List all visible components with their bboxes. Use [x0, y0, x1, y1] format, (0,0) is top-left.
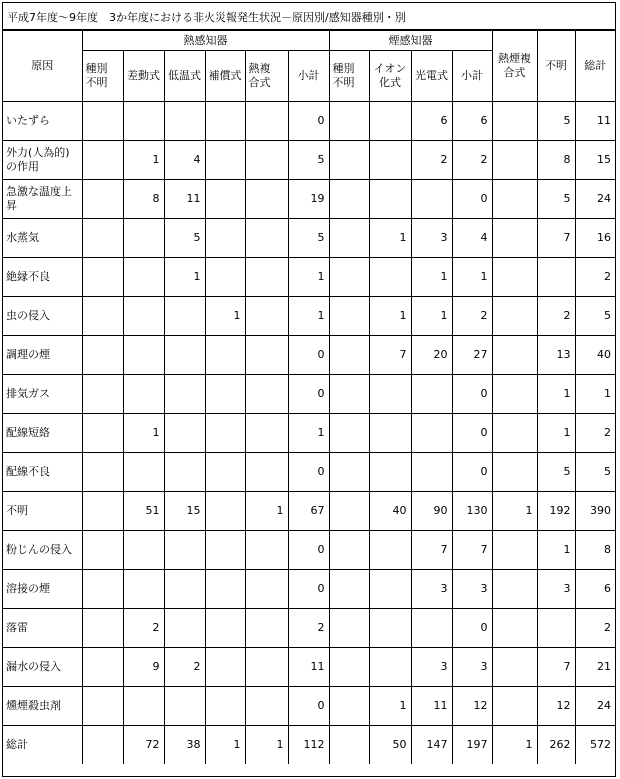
value-cell: [205, 102, 245, 141]
value-cell: [245, 102, 288, 141]
cause-cell: いたずら: [3, 102, 82, 141]
value-cell: [82, 336, 123, 375]
value-cell: 21: [575, 648, 615, 687]
value-cell: 4: [452, 219, 492, 258]
value-cell: [245, 687, 288, 726]
value-cell: 7: [537, 219, 575, 258]
value-cell: 2: [575, 414, 615, 453]
value-cell: [329, 336, 369, 375]
value-cell: [492, 102, 537, 141]
value-cell: 0: [288, 102, 329, 141]
value-cell: 11: [288, 648, 329, 687]
value-cell: [245, 336, 288, 375]
value-cell: 9: [123, 648, 164, 687]
value-cell: [537, 609, 575, 648]
cause-cell: 溶接の煙: [3, 570, 82, 609]
value-cell: 16: [575, 219, 615, 258]
value-cell: 6: [575, 570, 615, 609]
value-cell: 1: [245, 726, 288, 765]
value-cell: [329, 531, 369, 570]
table-row: [3, 687, 615, 726]
value-cell: [205, 375, 245, 414]
cause-cell: 水蒸気: [3, 219, 82, 258]
value-cell: [245, 609, 288, 648]
value-cell: 192: [537, 492, 575, 531]
table-row: [3, 531, 615, 570]
value-cell: [329, 414, 369, 453]
value-cell: [329, 453, 369, 492]
value-cell: 1: [205, 297, 245, 336]
cause-cell: 配線不良: [3, 453, 82, 492]
value-cell: [82, 726, 123, 765]
value-cell: 2: [452, 297, 492, 336]
value-cell: 1: [123, 141, 164, 180]
value-cell: [123, 258, 164, 297]
value-cell: 572: [575, 726, 615, 765]
value-cell: 0: [288, 687, 329, 726]
header-heat-smoke-combo: 熱煙複 合式: [492, 31, 537, 102]
value-cell: [245, 297, 288, 336]
report-title: 平成7年度～9年度 3か年度における非火災報発生状況－原因別/感知器種別・別: [3, 3, 615, 30]
value-cell: [245, 648, 288, 687]
value-cell: [329, 219, 369, 258]
table-row: [3, 375, 615, 414]
value-cell: 0: [288, 375, 329, 414]
value-cell: 19: [288, 180, 329, 219]
header-total: 総計: [575, 31, 615, 102]
value-cell: [369, 453, 411, 492]
value-cell: 0: [288, 570, 329, 609]
value-cell: [123, 219, 164, 258]
value-cell: 1: [245, 492, 288, 531]
value-cell: [492, 531, 537, 570]
value-cell: 2: [452, 141, 492, 180]
value-cell: [82, 531, 123, 570]
value-cell: [492, 219, 537, 258]
value-cell: 1: [575, 375, 615, 414]
value-cell: [205, 492, 245, 531]
value-cell: 3: [411, 648, 452, 687]
value-cell: [329, 492, 369, 531]
value-cell: 6: [411, 102, 452, 141]
value-cell: [369, 141, 411, 180]
value-cell: [329, 141, 369, 180]
value-cell: 7: [411, 531, 452, 570]
value-cell: [329, 687, 369, 726]
value-cell: [411, 453, 452, 492]
header-smoke-ionization: イオン 化式: [369, 51, 411, 102]
value-cell: 1: [452, 258, 492, 297]
value-cell: [329, 609, 369, 648]
value-cell: 6: [452, 102, 492, 141]
value-cell: [369, 570, 411, 609]
value-cell: 1: [369, 219, 411, 258]
value-cell: [329, 375, 369, 414]
value-cell: [245, 531, 288, 570]
report-table-container: [2, 2, 616, 777]
table-row: [3, 453, 615, 492]
value-cell: [82, 648, 123, 687]
value-cell: 20: [411, 336, 452, 375]
value-cell: 2: [288, 609, 329, 648]
value-cell: [369, 102, 411, 141]
value-cell: [245, 375, 288, 414]
value-cell: [492, 141, 537, 180]
cause-cell: 粉じんの侵入: [3, 531, 82, 570]
value-cell: [123, 453, 164, 492]
value-cell: 1: [492, 726, 537, 765]
value-cell: [492, 453, 537, 492]
value-cell: [205, 141, 245, 180]
value-cell: 262: [537, 726, 575, 765]
header-smoke-unknown-type: 種別 不明: [329, 51, 369, 102]
value-cell: [245, 258, 288, 297]
value-cell: [82, 570, 123, 609]
value-cell: [205, 219, 245, 258]
value-cell: 40: [369, 492, 411, 531]
value-cell: [245, 570, 288, 609]
value-cell: [205, 258, 245, 297]
value-cell: [492, 180, 537, 219]
value-cell: [205, 336, 245, 375]
value-cell: [205, 531, 245, 570]
value-cell: [164, 375, 205, 414]
value-cell: [123, 336, 164, 375]
table-row: [3, 219, 615, 258]
cause-cell: 排気ガス: [3, 375, 82, 414]
value-cell: 3: [537, 570, 575, 609]
value-cell: [492, 687, 537, 726]
header-heat-differential: 差動式: [123, 51, 164, 102]
value-cell: 0: [288, 336, 329, 375]
value-cell: 51: [123, 492, 164, 531]
value-cell: [411, 414, 452, 453]
value-cell: 5: [575, 453, 615, 492]
value-cell: [492, 297, 537, 336]
header-heat-subtotal: 小計: [288, 51, 329, 102]
value-cell: 11: [164, 180, 205, 219]
table-row: [3, 570, 615, 609]
value-cell: 1: [123, 414, 164, 453]
cause-cell: 漏水の侵入: [3, 648, 82, 687]
cause-cell: 燻煙殺虫剤: [3, 687, 82, 726]
table-row: [3, 492, 615, 531]
value-cell: 8: [537, 141, 575, 180]
value-cell: [369, 414, 411, 453]
value-cell: [164, 453, 205, 492]
value-cell: [123, 570, 164, 609]
value-cell: 15: [575, 141, 615, 180]
value-cell: [164, 531, 205, 570]
value-cell: 5: [537, 180, 575, 219]
value-cell: [205, 648, 245, 687]
value-cell: [492, 648, 537, 687]
value-cell: 5: [164, 219, 205, 258]
table-row: [3, 258, 615, 297]
header-row-groups: [3, 31, 615, 51]
header-unknown: 不明: [537, 31, 575, 102]
value-cell: 11: [575, 102, 615, 141]
value-cell: [164, 609, 205, 648]
value-cell: 130: [452, 492, 492, 531]
value-cell: [82, 297, 123, 336]
table-row: [3, 726, 615, 765]
value-cell: [245, 180, 288, 219]
cause-cell: 落雷: [3, 609, 82, 648]
table-row: [3, 648, 615, 687]
value-cell: [329, 180, 369, 219]
value-cell: 0: [452, 453, 492, 492]
value-cell: 5: [537, 102, 575, 141]
header-heat-detector-group: 熱感知器: [82, 31, 329, 51]
value-cell: [164, 414, 205, 453]
value-cell: [245, 219, 288, 258]
value-cell: [369, 180, 411, 219]
data-table: [3, 30, 615, 764]
value-cell: 2: [575, 258, 615, 297]
value-cell: 40: [575, 336, 615, 375]
value-cell: [82, 258, 123, 297]
table-row: [3, 414, 615, 453]
value-cell: 1: [164, 258, 205, 297]
value-cell: [492, 414, 537, 453]
value-cell: 0: [452, 180, 492, 219]
value-cell: [123, 297, 164, 336]
value-cell: [82, 102, 123, 141]
value-cell: 1: [492, 492, 537, 531]
value-cell: 1: [411, 297, 452, 336]
value-cell: [82, 141, 123, 180]
value-cell: [329, 726, 369, 765]
value-cell: 27: [452, 336, 492, 375]
value-cell: [164, 570, 205, 609]
value-cell: [369, 648, 411, 687]
value-cell: 5: [575, 297, 615, 336]
value-cell: [164, 102, 205, 141]
value-cell: [123, 687, 164, 726]
value-cell: [82, 414, 123, 453]
value-cell: [82, 219, 123, 258]
value-cell: 0: [288, 531, 329, 570]
value-cell: [369, 375, 411, 414]
value-cell: [329, 102, 369, 141]
value-cell: [492, 375, 537, 414]
value-cell: 0: [452, 609, 492, 648]
value-cell: 1: [288, 297, 329, 336]
header-heat-unknown-type: 種別 不明: [82, 51, 123, 102]
table-row: [3, 609, 615, 648]
value-cell: 11: [411, 687, 452, 726]
cause-cell: 不明: [3, 492, 82, 531]
value-cell: 0: [452, 375, 492, 414]
value-cell: [411, 609, 452, 648]
value-cell: 1: [369, 297, 411, 336]
value-cell: 1: [537, 375, 575, 414]
header-heat-combined: 熱複 合式: [245, 51, 288, 102]
value-cell: 2: [164, 648, 205, 687]
header-smoke-detector-group: 煙感知器: [329, 31, 492, 51]
table-row: [3, 297, 615, 336]
value-cell: [164, 336, 205, 375]
table-row: [3, 180, 615, 219]
value-cell: [123, 375, 164, 414]
value-cell: 2: [537, 297, 575, 336]
value-cell: 1: [537, 414, 575, 453]
value-cell: [82, 180, 123, 219]
value-cell: 2: [575, 609, 615, 648]
value-cell: [329, 297, 369, 336]
value-cell: [164, 297, 205, 336]
value-cell: 12: [452, 687, 492, 726]
table-row: [3, 141, 615, 180]
value-cell: [164, 687, 205, 726]
value-cell: [492, 609, 537, 648]
value-cell: [537, 258, 575, 297]
value-cell: [329, 570, 369, 609]
value-cell: [245, 414, 288, 453]
value-cell: [492, 258, 537, 297]
value-cell: 1: [537, 531, 575, 570]
value-cell: 7: [537, 648, 575, 687]
value-cell: 5: [537, 453, 575, 492]
header-smoke-subtotal: 小計: [452, 51, 492, 102]
value-cell: 3: [411, 219, 452, 258]
value-cell: [205, 453, 245, 492]
value-cell: [329, 648, 369, 687]
value-cell: 0: [452, 414, 492, 453]
value-cell: 12: [537, 687, 575, 726]
value-cell: 7: [452, 531, 492, 570]
value-cell: 13: [537, 336, 575, 375]
table-row: [3, 102, 615, 141]
cause-cell: 急激な温度上 昇: [3, 180, 82, 219]
value-cell: [492, 336, 537, 375]
value-cell: [205, 414, 245, 453]
value-cell: [205, 687, 245, 726]
value-cell: 112: [288, 726, 329, 765]
value-cell: 1: [411, 258, 452, 297]
value-cell: 1: [205, 726, 245, 765]
value-cell: [329, 258, 369, 297]
cause-cell: 調理の煙: [3, 336, 82, 375]
value-cell: [245, 141, 288, 180]
header-smoke-photoelectric: 光電式: [411, 51, 452, 102]
value-cell: [492, 570, 537, 609]
value-cell: 5: [288, 141, 329, 180]
value-cell: [82, 492, 123, 531]
value-cell: [411, 180, 452, 219]
value-cell: 3: [452, 648, 492, 687]
value-cell: 5: [288, 219, 329, 258]
value-cell: 24: [575, 687, 615, 726]
value-cell: [82, 687, 123, 726]
value-cell: 50: [369, 726, 411, 765]
value-cell: [205, 180, 245, 219]
value-cell: [411, 375, 452, 414]
value-cell: [82, 453, 123, 492]
value-cell: 197: [452, 726, 492, 765]
value-cell: [369, 531, 411, 570]
value-cell: 72: [123, 726, 164, 765]
value-cell: [82, 609, 123, 648]
header-heat-low-temp: 低温式: [164, 51, 205, 102]
value-cell: 1: [288, 414, 329, 453]
value-cell: [369, 609, 411, 648]
value-cell: 390: [575, 492, 615, 531]
value-cell: 3: [452, 570, 492, 609]
value-cell: 24: [575, 180, 615, 219]
cause-cell: 虫の侵入: [3, 297, 82, 336]
cause-cell: 総計: [3, 726, 82, 765]
value-cell: [205, 609, 245, 648]
table-row: [3, 336, 615, 375]
value-cell: 1: [369, 687, 411, 726]
value-cell: [245, 453, 288, 492]
table-body: [3, 102, 615, 765]
value-cell: 3: [411, 570, 452, 609]
value-cell: [82, 375, 123, 414]
value-cell: 90: [411, 492, 452, 531]
value-cell: [369, 258, 411, 297]
value-cell: 67: [288, 492, 329, 531]
header-cause: 原因: [3, 31, 82, 102]
header-heat-compensated: 補償式: [205, 51, 245, 102]
value-cell: 1: [288, 258, 329, 297]
value-cell: [123, 102, 164, 141]
value-cell: [123, 531, 164, 570]
cause-cell: 絶縁不良: [3, 258, 82, 297]
value-cell: 147: [411, 726, 452, 765]
value-cell: 15: [164, 492, 205, 531]
value-cell: 8: [123, 180, 164, 219]
value-cell: 0: [288, 453, 329, 492]
value-cell: 38: [164, 726, 205, 765]
value-cell: 2: [123, 609, 164, 648]
value-cell: [205, 570, 245, 609]
value-cell: 7: [369, 336, 411, 375]
value-cell: 2: [411, 141, 452, 180]
cause-cell: 配線短絡: [3, 414, 82, 453]
value-cell: 8: [575, 531, 615, 570]
cause-cell: 外力(人為的) の作用: [3, 141, 82, 180]
value-cell: 4: [164, 141, 205, 180]
